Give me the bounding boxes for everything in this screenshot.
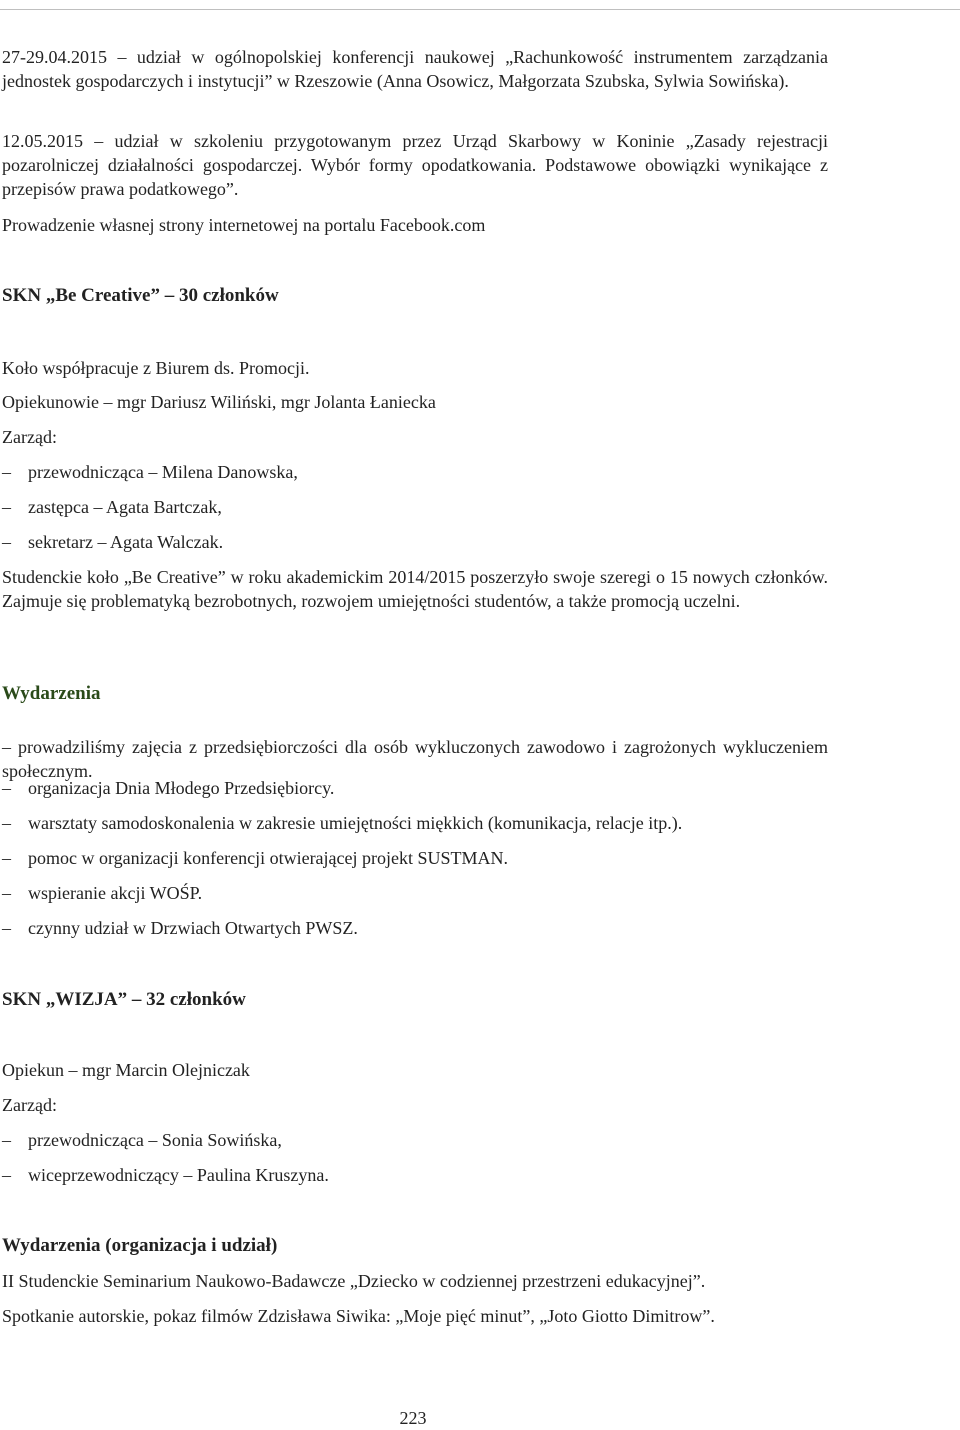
- skn2-guardian: Opiekun – mgr Marcin Olejniczak: [2, 1060, 250, 1080]
- board-member: sekretarz – Agata Walczak.: [28, 532, 224, 552]
- skn1-heading: SKN „Be Creative” – 30 członków: [2, 285, 279, 306]
- dash-bullet: –: [2, 532, 11, 552]
- event-text: prowadziliśmy zajęcia z przedsiębiorczości dla osób wykluczonych zawodowo i zagrożonych wykluczeniem społecznym.: [2, 737, 828, 781]
- top-rule: [0, 0, 960, 10]
- skn2-events-heading: Wydarzenia (organizacja i udział): [2, 1235, 278, 1256]
- dash-bullet: –: [2, 497, 11, 517]
- dash-bullet: –: [2, 848, 11, 868]
- board-member: przewodnicząca – Sonia Sowińska,: [28, 1130, 282, 1150]
- board-member: przewodnicząca – Milena Danowska,: [28, 462, 298, 482]
- skn1-events-heading: Wydarzenia: [2, 683, 101, 704]
- event-text: czynny udział w Drzwiach Otwartych PWSZ.: [28, 918, 358, 938]
- entry-training: 12.05.2015 – udział w szkoleniu przygotowanym przez Urząd Skarbowy w Koninie „Zasady rejestracji pozarolniczej działalności gospodarczej. Wybór formy opodatkowania. Podstawowe obowiązki wynikające z przepisów prawa podatkowego”.: [2, 131, 828, 199]
- dash-bullet: –: [2, 462, 11, 482]
- skn1-guardians: Opiekunowie – mgr Dariusz Wiliński, mgr Jolanta Łaniecka: [2, 392, 436, 412]
- entry-conference: 27-29.04.2015 – udział w ogólnopolskiej konferencji naukowej „Rachunkowość instrumentem zarządzania jednostek gospodarczych i instytucji” w Rzeszowie (Anna Osowicz, Małgorzata Szubska, Sylwia Sowińska).: [2, 47, 828, 91]
- dash-bullet: –: [2, 813, 11, 833]
- dash-bullet: –: [2, 1130, 11, 1150]
- board-member: wiceprzewodniczący – Paulina Kruszyna.: [28, 1165, 329, 1185]
- event-text: wspieranie akcji WOŚP.: [28, 883, 203, 903]
- entry-facebook: Prowadzenie własnej strony internetowej na portalu Facebook.com: [2, 215, 486, 235]
- skn2-heading: SKN „WIZJA” – 32 członków: [2, 989, 246, 1010]
- event-text: pomoc w organizacji konferencji otwierającej projekt SUSTMAN.: [28, 848, 509, 868]
- event-text: organizacja Dnia Młodego Przedsiębiorcy.: [28, 778, 335, 798]
- dash-bullet: –: [2, 778, 11, 798]
- skn1-cooperation: Koło współpracuje z Biurem ds. Promocji.: [2, 358, 310, 378]
- page-number: 223: [399, 1408, 427, 1428]
- board-member: zastępca – Agata Bartczak,: [28, 497, 222, 517]
- skn2-event-meeting: Spotkanie autorskie, pokaz filmów Zdzisława Siwika: „Moje pięć minut”, „Joto Giotto Dimitrow”.: [2, 1306, 715, 1326]
- dash-bullet: –: [2, 1165, 11, 1185]
- dash-bullet: –: [2, 883, 11, 903]
- event-text: warsztaty samodoskonalenia w zakresie umiejętności miękkich (komunikacja, relacje itp.).: [28, 813, 683, 833]
- skn1-description: Studenckie koło „Be Creative” w roku akademickim 2014/2015 poszerzyło swoje szeregi o 15 nowych członków. Zajmuje się problematyką bezrobotnych, rozwojem umiejętności studentów, a także promocją uczelni.: [2, 567, 828, 611]
- dash-bullet: –: [2, 737, 11, 757]
- dash-bullet: –: [2, 918, 11, 938]
- skn2-event-seminar: II Studenckie Seminarium Naukowo-Badawcze „Dziecko w codziennej przestrzeni edukacyjnej”.: [2, 1271, 706, 1291]
- skn2-board-label: Zarząd:: [2, 1095, 57, 1115]
- skn1-board-label: Zarząd:: [2, 427, 57, 447]
